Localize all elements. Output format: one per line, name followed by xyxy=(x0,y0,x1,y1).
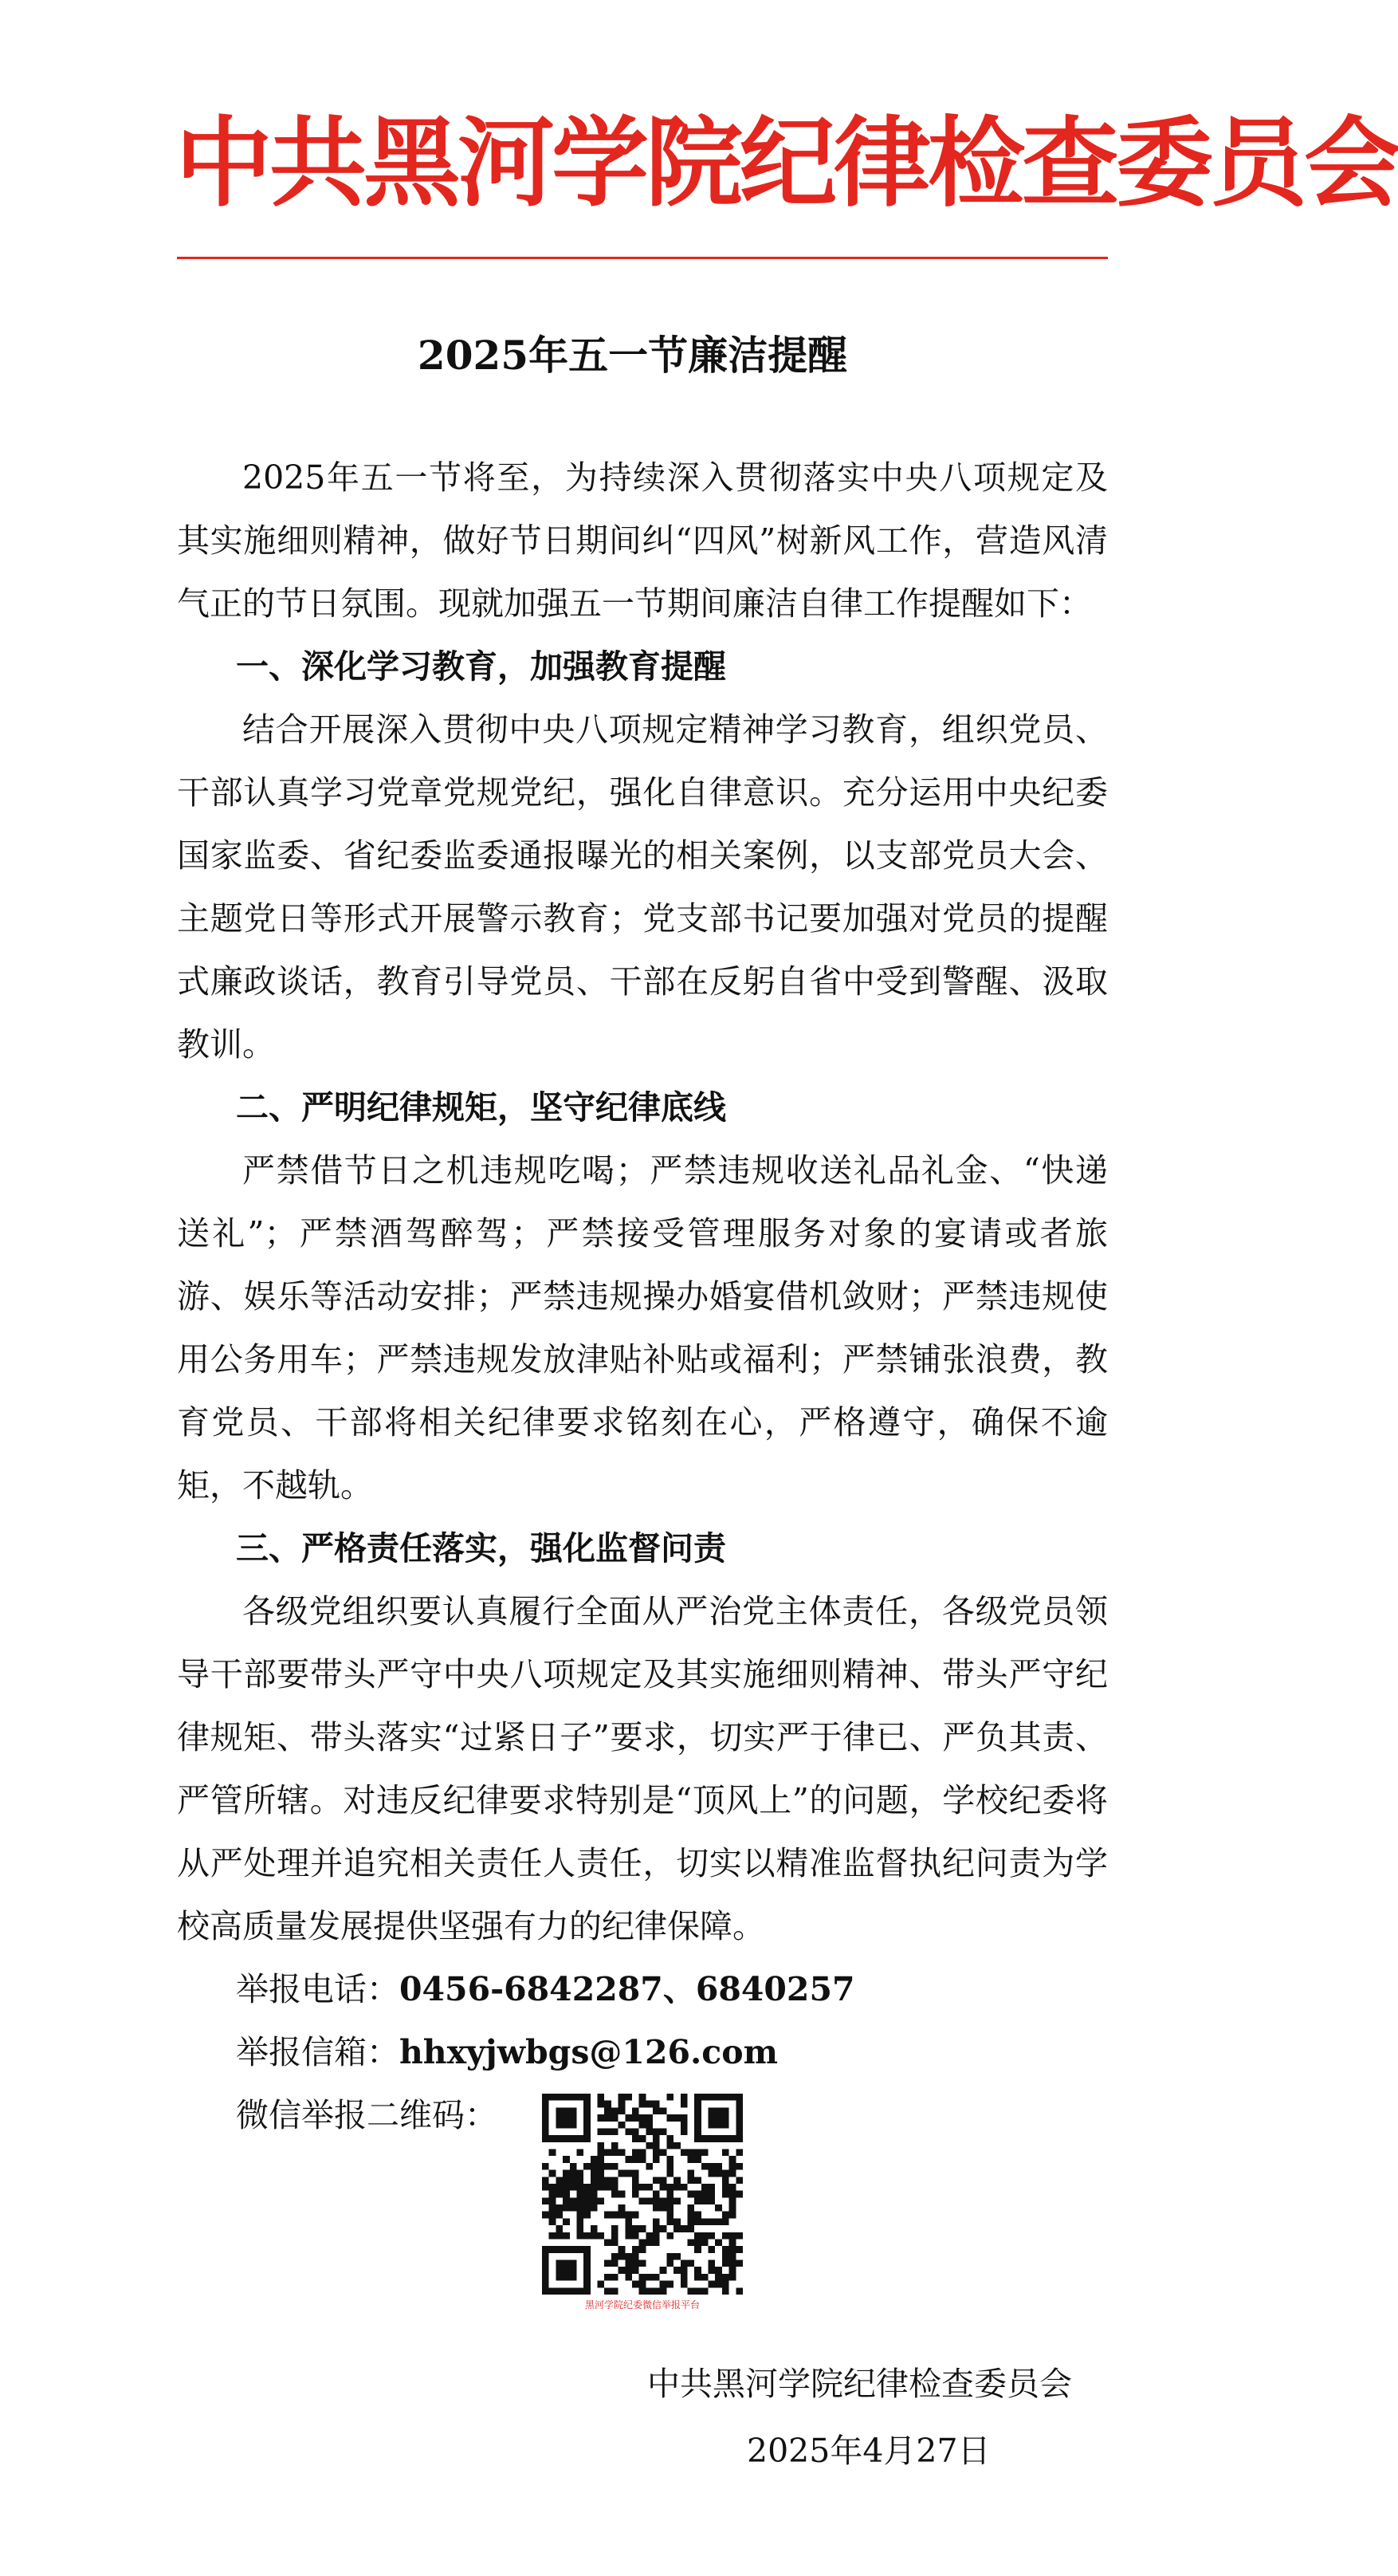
section-heading: 三、严格责任落实，强化监督问责 xyxy=(236,1529,726,1567)
report-phone-label: 举报电话： xyxy=(236,1970,399,2008)
masthead-divider xyxy=(177,257,1108,259)
section-heading: 二、严明纪律规矩，坚守纪律底线 xyxy=(236,1088,726,1127)
section-heading: 一、深化学习教育，加强教育提醒 xyxy=(236,647,726,686)
section-paragraph: 结合开展深入贯彻中央八项规定精神学习教育，组织党员、干部认真学习党章党规党纪，强化自律意识。充分运用中央纪委国家监委、省纪委监委通报曝光的相关案例，以支部党员大会、主题党日等形式开展警示教育；党支部书记要加强对党员的提醒式廉政谈话，教育引导党员、干部在反躬自省中受到警醒、汲取教训。 xyxy=(177,710,1108,1064)
qr-caption: 黑河学院纪委微信举报平台 xyxy=(584,2299,700,2311)
intro-paragraph: 2025年五一节将至，为持续深入贯彻落实中央八项规定及其实施细则精神，做好节日期间纠“四风”树新风工作，营造风清气正的节日氛围。现就加强五一节期间廉洁自律工作提醒如下： xyxy=(177,458,1108,623)
document-body xyxy=(177,446,1108,2147)
report-email-label: 举报信箱： xyxy=(236,2033,399,2071)
section-paragraph: 严禁借节日之机违规吃喝；严禁违规收送礼品礼金、“快递送礼”；严禁酒驾醉驾；严禁接受管理服务对象的宴请或者旅游、娱乐等活动安排；严禁违规操办婚宴借机敛财；严禁违规使用公务用车；严禁违规发放津贴补贴或福利；严禁铺张浪费，教育党员、干部将相关纪律要求铭刻在心，严格遵守，确保不逾矩，不越轨。 xyxy=(177,1151,1108,1504)
report-phone-number: 0456-6842287、6840257 xyxy=(399,1970,855,2008)
document-title: 2025年五一节廉洁提醒 xyxy=(417,332,848,379)
masthead-title: 中共黑河学院纪律检查委员会 xyxy=(175,107,1398,220)
section-paragraph: 各级党组织要认真履行全面从严治党主体责任，各级党员领导干部要带头严守中央八项规定及其实施细则精神、带头严守纪律规矩、带头落实“过紧日子”要求，切实严于律已、严负其责、严管所辖。对违反纪律要求特别是“顶风上”的问题，学校纪委将从严处理并追究相关责任人责任，切实以精准监督执纪问责为学校高质量发展提供坚强有力的纪律保障。 xyxy=(177,1592,1108,1945)
signature-organization: 中共黑河学院纪律检查委员会 xyxy=(647,2365,1072,2403)
signature-date: 2025年4月27日 xyxy=(747,2432,991,2470)
report-email-line xyxy=(177,2021,1108,2084)
wechat-qr-label: 微信举报二维码： xyxy=(236,2096,497,2134)
wechat-qr-code-icon xyxy=(542,2094,743,2295)
report-email-address[interactable]: hhxyjwbgs@126.com xyxy=(399,2033,778,2071)
report-phone-line xyxy=(177,1958,1108,2021)
